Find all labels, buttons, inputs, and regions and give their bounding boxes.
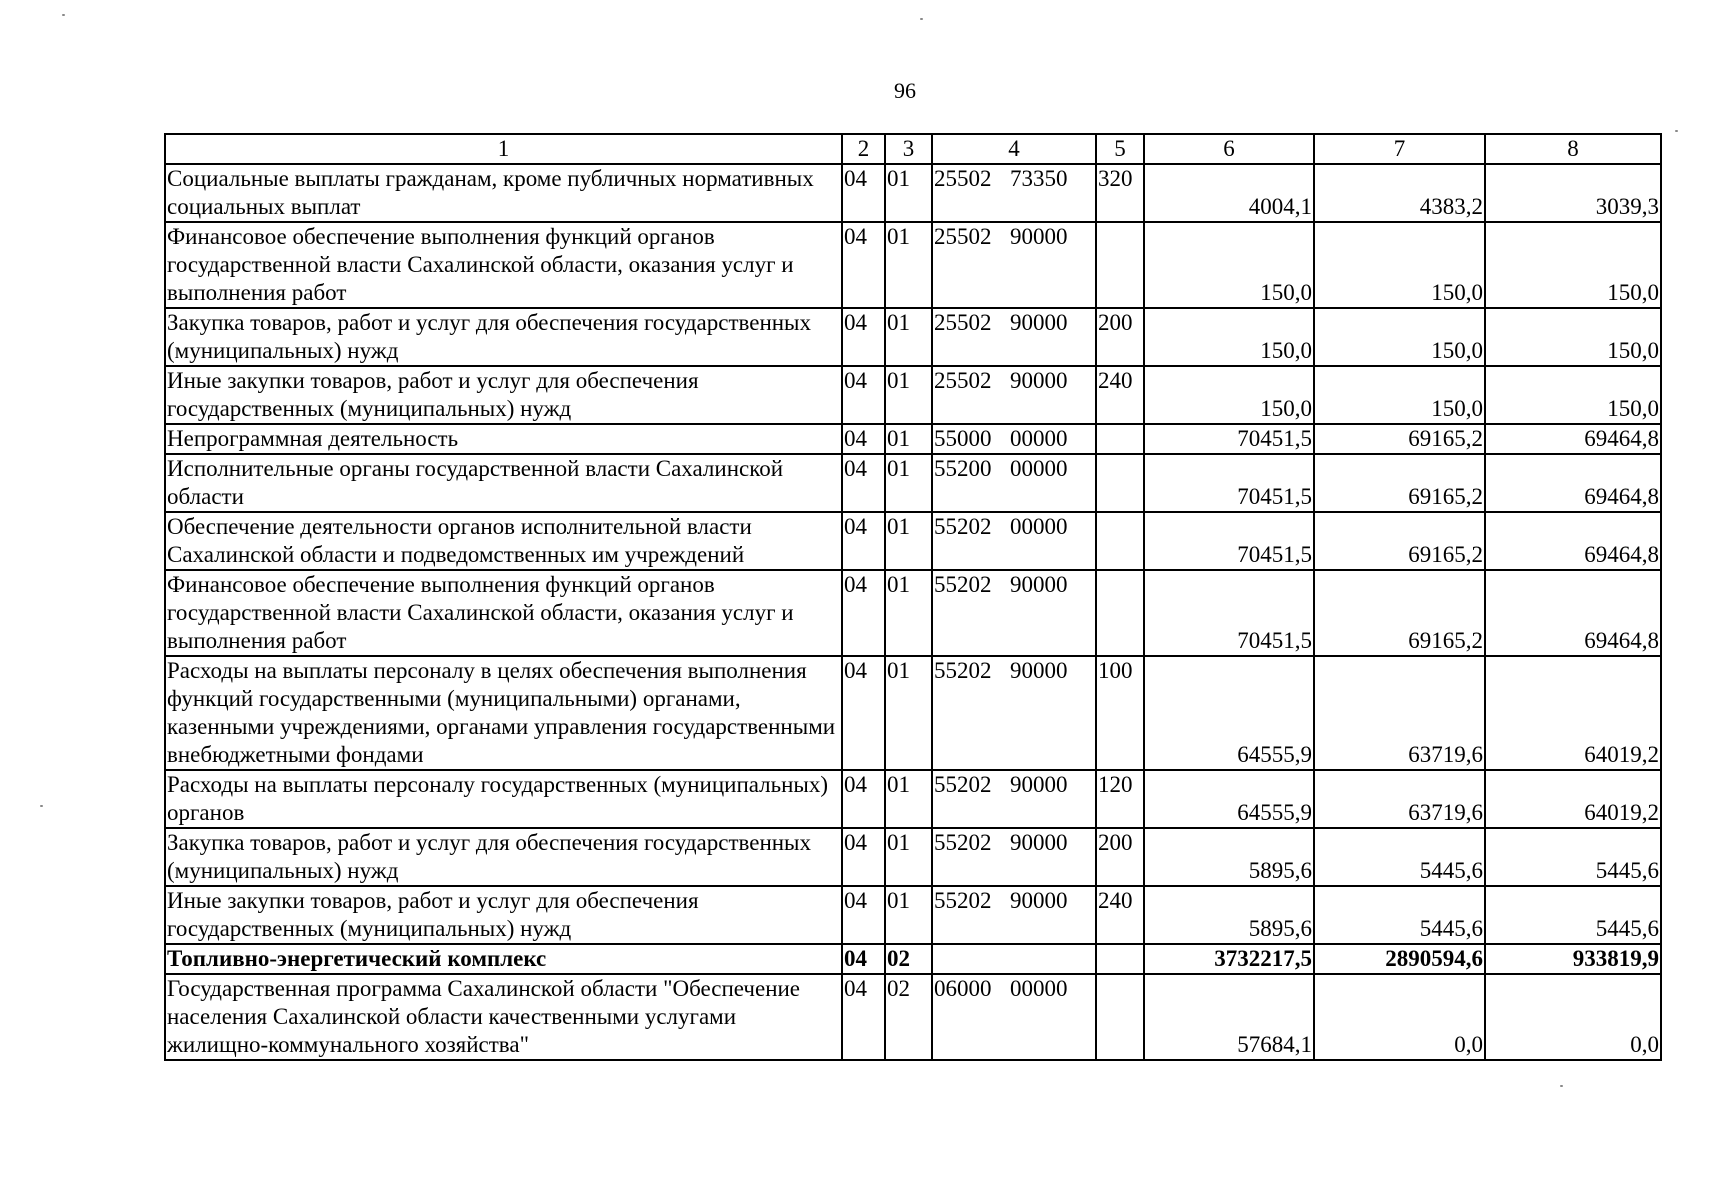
expense-type-cell (1096, 454, 1144, 512)
subsection-code-cell: 01 (885, 656, 932, 770)
expense-type-cell: 120 (1096, 770, 1144, 828)
section-code-cell: 04 (842, 366, 885, 424)
row-name-cell: Исполнительные органы государственной власти Сахалинской области (165, 454, 842, 512)
expense-type-cell (1096, 512, 1144, 570)
section-code-cell: 04 (842, 770, 885, 828)
amount-cell: 4383,2 (1314, 164, 1485, 222)
scan-speck (920, 18, 923, 20)
amount-cell: 0,0 (1485, 974, 1661, 1060)
amount-cell: 5895,6 (1144, 828, 1314, 886)
program-code-part: 25502 (934, 368, 992, 393)
amount-cell: 69464,8 (1485, 424, 1661, 454)
subsection-code-cell: 01 (885, 222, 932, 308)
program-code-part: 55202 (934, 888, 992, 913)
amount-cell: 0,0 (1314, 974, 1485, 1060)
table-row (165, 570, 1661, 656)
table-row (165, 366, 1661, 424)
section-code-cell: 04 (842, 570, 885, 656)
amount-cell: 64019,2 (1485, 770, 1661, 828)
amount-cell: 150,0 (1144, 308, 1314, 366)
amount-cell: 69165,2 (1314, 424, 1485, 454)
subsection-code-cell: 01 (885, 570, 932, 656)
row-name-cell: Финансовое обеспечение выполнения функций органов государственной власти Сахалинской области, оказания услуг и выполнения работ (165, 222, 842, 308)
direction-code-part: 00000 (1010, 426, 1068, 451)
section-code-cell: 04 (842, 944, 885, 974)
section-code-cell: 04 (842, 454, 885, 512)
program-code-part: 55202 (934, 830, 992, 855)
subsection-code-cell: 01 (885, 770, 932, 828)
table-row (165, 454, 1661, 512)
amount-cell: 69464,8 (1485, 512, 1661, 570)
amount-cell: 3732217,5 (1144, 944, 1314, 974)
table-row (165, 164, 1661, 222)
section-code-cell: 04 (842, 164, 885, 222)
subsection-code-cell: 01 (885, 454, 932, 512)
row-name-cell: Топливно-энергетический комплекс (165, 944, 842, 974)
amount-cell: 69165,2 (1314, 454, 1485, 512)
expense-type-cell (1096, 974, 1144, 1060)
scan-speck (1675, 130, 1678, 132)
subsection-code-cell: 01 (885, 366, 932, 424)
section-code-cell: 04 (842, 656, 885, 770)
amount-cell: 63719,6 (1314, 770, 1485, 828)
budget-table (164, 133, 1662, 1061)
table-row (165, 974, 1661, 1060)
section-code-cell: 04 (842, 308, 885, 366)
expense-type-cell (1096, 570, 1144, 656)
program-code-part: 25502 (934, 166, 992, 191)
program-code-cell (932, 512, 1096, 570)
amount-cell: 64555,9 (1144, 770, 1314, 828)
program-code-cell (932, 570, 1096, 656)
amount-cell: 5445,6 (1485, 886, 1661, 944)
amount-cell: 70451,5 (1144, 424, 1314, 454)
row-name-cell: Иные закупки товаров, работ и услуг для обеспечения государственных (муниципальных) нужд (165, 366, 842, 424)
amount-cell: 150,0 (1144, 366, 1314, 424)
expense-type-cell (1096, 944, 1144, 974)
program-code-cell (932, 164, 1096, 222)
subsection-code-cell: 01 (885, 308, 932, 366)
expense-type-cell: 240 (1096, 366, 1144, 424)
amount-cell: 150,0 (1485, 366, 1661, 424)
program-code-cell (932, 828, 1096, 886)
amount-cell: 150,0 (1314, 308, 1485, 366)
column-header: 7 (1314, 134, 1485, 164)
amount-cell: 5895,6 (1144, 886, 1314, 944)
table-row (165, 222, 1661, 308)
section-code-cell: 04 (842, 828, 885, 886)
row-name-cell: Обеспечение деятельности органов исполнительной власти Сахалинской области и подведомственных им учреждений (165, 512, 842, 570)
direction-code-part: 90000 (1010, 772, 1068, 797)
table-row (165, 770, 1661, 828)
amount-cell: 63719,6 (1314, 656, 1485, 770)
amount-cell: 150,0 (1314, 366, 1485, 424)
subsection-code-cell: 01 (885, 512, 932, 570)
amount-cell: 150,0 (1485, 222, 1661, 308)
column-header: 8 (1485, 134, 1661, 164)
program-code-cell (932, 656, 1096, 770)
amount-cell: 69464,8 (1485, 454, 1661, 512)
table-row (165, 512, 1661, 570)
column-header: 6 (1144, 134, 1314, 164)
row-name-cell: Непрограммная деятельность (165, 424, 842, 454)
program-code-cell (932, 770, 1096, 828)
program-code-part: 25502 (934, 224, 992, 249)
direction-code-part: 90000 (1010, 310, 1068, 335)
amount-cell: 69464,8 (1485, 570, 1661, 656)
section-code-cell: 04 (842, 512, 885, 570)
program-code-part: 55202 (934, 514, 992, 539)
page-number: 96 (894, 78, 916, 103)
program-code-part: 55000 (934, 426, 992, 451)
expense-type-cell: 200 (1096, 308, 1144, 366)
subsection-code-cell: 01 (885, 424, 932, 454)
program-code-cell (932, 222, 1096, 308)
amount-cell: 150,0 (1144, 222, 1314, 308)
amount-cell: 3039,3 (1485, 164, 1661, 222)
subsection-code-cell: 01 (885, 886, 932, 944)
program-code-part: 55202 (934, 572, 992, 597)
scan-speck (40, 805, 43, 807)
column-header: 4 (932, 134, 1096, 164)
amount-cell: 5445,6 (1314, 886, 1485, 944)
column-header: 5 (1096, 134, 1144, 164)
amount-cell: 5445,6 (1485, 828, 1661, 886)
subsection-code-cell: 02 (885, 944, 932, 974)
direction-code-part: 73350 (1010, 166, 1068, 191)
program-code-cell (932, 308, 1096, 366)
amount-cell: 150,0 (1485, 308, 1661, 366)
direction-code-part: 00000 (1010, 514, 1068, 539)
program-code-part: 55200 (934, 456, 992, 481)
table-row (165, 656, 1661, 770)
column-header: 2 (842, 134, 885, 164)
table-row (165, 828, 1661, 886)
subsection-code-cell: 01 (885, 828, 932, 886)
expense-type-cell: 200 (1096, 828, 1144, 886)
direction-code-part: 90000 (1010, 888, 1068, 913)
amount-cell: 4004,1 (1144, 164, 1314, 222)
table-row (165, 424, 1661, 454)
program-code-part: 55202 (934, 658, 992, 683)
expense-type-cell (1096, 424, 1144, 454)
amount-cell: 150,0 (1314, 222, 1485, 308)
program-code-cell (932, 974, 1096, 1060)
program-code-cell (932, 424, 1096, 454)
table-row (165, 886, 1661, 944)
row-name-cell: Закупка товаров, работ и услуг для обеспечения государственных (муниципальных) нужд (165, 308, 842, 366)
direction-code-part: 00000 (1010, 456, 1068, 481)
subsection-code-cell: 01 (885, 164, 932, 222)
amount-cell: 57684,1 (1144, 974, 1314, 1060)
program-code-cell (932, 944, 1096, 974)
program-code-part: 25502 (934, 310, 992, 335)
table-row (165, 944, 1661, 974)
column-header: 1 (165, 134, 842, 164)
direction-code-part: 90000 (1010, 830, 1068, 855)
row-name-cell: Государственная программа Сахалинской области "Обеспечение населения Сахалинской области качественными услугами жилищно-коммунального хозяйства" (165, 974, 842, 1060)
amount-cell: 5445,6 (1314, 828, 1485, 886)
amount-cell: 70451,5 (1144, 512, 1314, 570)
amount-cell: 64019,2 (1485, 656, 1661, 770)
amount-cell: 70451,5 (1144, 570, 1314, 656)
direction-code-part: 90000 (1010, 658, 1068, 683)
section-code-cell: 04 (842, 886, 885, 944)
program-code-part: 55202 (934, 772, 992, 797)
amount-cell: 70451,5 (1144, 454, 1314, 512)
row-name-cell: Финансовое обеспечение выполнения функций органов государственной власти Сахалинской области, оказания услуг и выполнения работ (165, 570, 842, 656)
program-code-part: 06000 (934, 976, 992, 1001)
expense-type-cell: 240 (1096, 886, 1144, 944)
amount-cell: 64555,9 (1144, 656, 1314, 770)
section-code-cell: 04 (842, 222, 885, 308)
direction-code-part: 90000 (1010, 224, 1068, 249)
row-name-cell: Расходы на выплаты персоналу государственных (муниципальных) органов (165, 770, 842, 828)
row-name-cell: Расходы на выплаты персоналу в целях обеспечения выполнения функций государственными (муниципальными) органами, казенными учреждениями, органами управления государственными внебюджетными фондами (165, 656, 842, 770)
scan-speck (62, 14, 65, 16)
section-code-cell: 04 (842, 974, 885, 1060)
direction-code-part: 90000 (1010, 572, 1068, 597)
program-code-cell (932, 366, 1096, 424)
row-name-cell: Иные закупки товаров, работ и услуг для обеспечения государственных (муниципальных) нужд (165, 886, 842, 944)
column-header: 3 (885, 134, 932, 164)
expense-type-cell (1096, 222, 1144, 308)
subsection-code-cell: 02 (885, 974, 932, 1060)
direction-code-part: 90000 (1010, 368, 1068, 393)
row-name-cell: Социальные выплаты гражданам, кроме публичных нормативных социальных выплат (165, 164, 842, 222)
column-header-row (165, 134, 1661, 164)
row-name-cell: Закупка товаров, работ и услуг для обеспечения государственных (муниципальных) нужд (165, 828, 842, 886)
expense-type-cell: 100 (1096, 656, 1144, 770)
expense-type-cell: 320 (1096, 164, 1144, 222)
direction-code-part: 00000 (1010, 976, 1068, 1001)
scan-speck (1560, 1085, 1563, 1087)
program-code-cell (932, 454, 1096, 512)
amount-cell: 69165,2 (1314, 570, 1485, 656)
program-code-cell (932, 886, 1096, 944)
amount-cell: 933819,9 (1485, 944, 1661, 974)
table-row (165, 308, 1661, 366)
amount-cell: 69165,2 (1314, 512, 1485, 570)
section-code-cell: 04 (842, 424, 885, 454)
amount-cell: 2890594,6 (1314, 944, 1485, 974)
